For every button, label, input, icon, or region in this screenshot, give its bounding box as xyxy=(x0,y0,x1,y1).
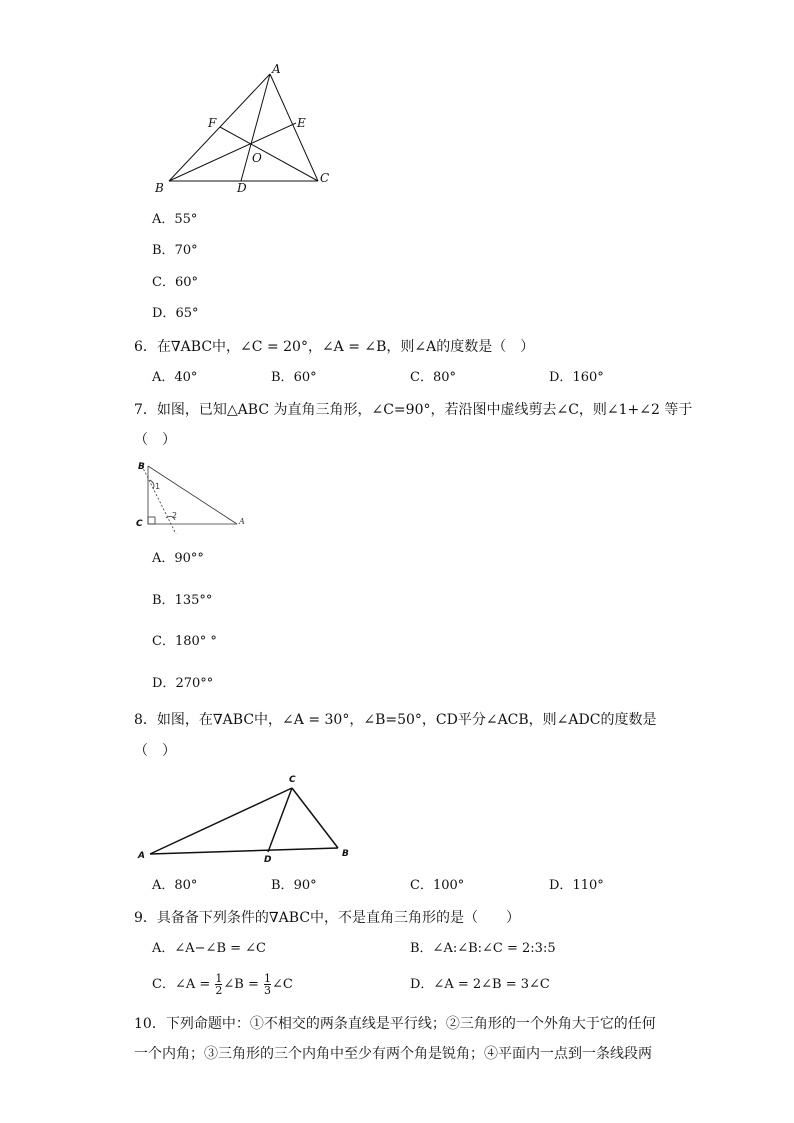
q7-option-b[interactable] xyxy=(152,592,212,610)
denominator: 2 xyxy=(215,984,223,997)
right-triangle-figure xyxy=(130,458,255,538)
option-letter: C． xyxy=(152,634,175,649)
numerator: 1 xyxy=(264,972,272,985)
label-b: B xyxy=(342,849,349,859)
option-c-mid: ∠B = xyxy=(223,977,259,992)
label-c: C xyxy=(289,775,296,785)
q7-stem: 7．如图，已知△ABC 为直角三角形，∠C=90°，若沿图中虚线剪去∠C，则∠1+∠2 等于 xyxy=(134,402,693,418)
q5-option-d[interactable] xyxy=(152,305,198,323)
q10-line-1: 10．下列命题中：①不相交的两条直线是平行线；②三角形的一个外角大于它的任何 xyxy=(134,1016,656,1032)
option-letter: A． xyxy=(152,878,175,893)
option-c-prefix: C．∠A = xyxy=(152,977,211,992)
q7-paren: （ ） xyxy=(134,432,176,448)
option-letter: B． xyxy=(152,243,175,258)
q8-option-b[interactable] xyxy=(271,877,317,895)
label-a: A xyxy=(138,851,145,861)
option-letter: D． xyxy=(549,370,573,385)
triangle-figure-q8 xyxy=(130,770,360,865)
option-c-end: ∠C xyxy=(272,977,293,992)
option-text: 180° ° xyxy=(174,634,217,649)
q8-paren: （ ） xyxy=(134,743,176,759)
q8-stem: 8．如图，在∇ABC中，∠A = 30°，∠B=50°，CD平分∠ACB，则∠ADC的度数是 xyxy=(134,712,657,728)
option-text: 90°° xyxy=(174,551,204,566)
q6-option-c[interactable] xyxy=(410,369,456,387)
option-letter: C． xyxy=(410,370,433,385)
option-letter: B． xyxy=(271,370,294,385)
q9-option-a[interactable]: A．∠A−∠B = ∠C xyxy=(152,941,267,956)
label-a: A xyxy=(239,517,245,526)
q8-option-c[interactable] xyxy=(410,877,464,895)
label-c: C xyxy=(136,519,143,529)
option-letter: B． xyxy=(152,593,175,608)
q6-option-b[interactable] xyxy=(271,369,317,387)
q6-option-d[interactable] xyxy=(549,369,604,387)
q5-option-a[interactable] xyxy=(152,211,197,229)
label-angle-2: 2 xyxy=(172,511,178,520)
option-text: 70° xyxy=(174,243,198,258)
label-o: O xyxy=(252,151,262,165)
q5-option-c[interactable] xyxy=(152,274,198,292)
q6-option-a[interactable] xyxy=(152,369,197,387)
fraction-one-half xyxy=(215,973,222,996)
label-b: B xyxy=(138,462,145,472)
option-letter: B． xyxy=(271,878,294,893)
option-text: 90° xyxy=(293,878,317,893)
q7-option-c[interactable] xyxy=(152,633,217,651)
option-letter: A． xyxy=(152,370,175,385)
option-letter: A． xyxy=(152,551,175,566)
label-e: E xyxy=(297,116,306,130)
option-text: 110° xyxy=(572,878,604,893)
option-text: 160° xyxy=(572,370,604,385)
option-text: 65° xyxy=(175,306,199,321)
side-cb xyxy=(292,788,338,848)
label-f: F xyxy=(208,116,217,130)
option-text: 60° xyxy=(293,370,317,385)
label-d: D xyxy=(237,181,247,195)
q9-option-b[interactable]: B．∠A:∠B:∠C = 2:3:5 xyxy=(410,941,556,956)
q9-stem: 9．具备备下列条件的∇ABC中，不是直角三角形的是（ ） xyxy=(134,910,521,926)
q8-option-d[interactable] xyxy=(549,877,604,895)
option-text: 55° xyxy=(174,212,198,227)
q5-option-b[interactable] xyxy=(152,242,198,260)
option-text: 135°° xyxy=(174,593,213,608)
q9-option-d[interactable]: D．∠A = 2∠B = 3∠C xyxy=(410,977,550,992)
side-ab xyxy=(148,466,237,524)
option-text: 80° xyxy=(174,878,198,893)
label-d: D xyxy=(264,855,272,865)
side-ab xyxy=(150,848,338,854)
segment-be xyxy=(169,123,296,181)
option-letter: D． xyxy=(549,878,573,893)
q8-option-a[interactable] xyxy=(152,877,197,895)
angle-1-arc xyxy=(150,480,154,489)
label-b: B xyxy=(155,181,164,195)
q7-option-d[interactable] xyxy=(152,675,213,693)
q6-stem: 6．在∇ABC中，∠C = 20°，∠A = ∠B，则∠A的度数是（ ） xyxy=(134,339,535,355)
label-a: A xyxy=(272,62,281,76)
option-letter: A． xyxy=(152,212,175,227)
q10-line-2: 一个内角；③三角形的三个内角中至少有两个角是锐角；④平面内一点到一条线段两 xyxy=(134,1046,652,1062)
option-text: 270°° xyxy=(175,676,214,691)
option-text: 60° xyxy=(174,275,198,290)
side-ac xyxy=(270,74,318,181)
q9-option-c[interactable] xyxy=(152,970,293,1000)
fraction-one-third xyxy=(264,973,271,996)
right-angle-mark xyxy=(148,517,155,524)
option-text: 80° xyxy=(432,370,456,385)
option-letter: C． xyxy=(410,878,433,893)
denominator: 3 xyxy=(264,984,272,997)
option-letter: D． xyxy=(152,306,176,321)
triangle-figure-1 xyxy=(140,60,350,200)
label-c: C xyxy=(320,171,330,185)
label-angle-1: 1 xyxy=(155,482,161,491)
numerator: 1 xyxy=(215,972,223,985)
option-text: 40° xyxy=(174,370,198,385)
option-letter: C． xyxy=(152,275,175,290)
option-letter: D． xyxy=(152,676,176,691)
option-text: 100° xyxy=(432,878,465,893)
q7-option-a[interactable] xyxy=(152,550,204,568)
